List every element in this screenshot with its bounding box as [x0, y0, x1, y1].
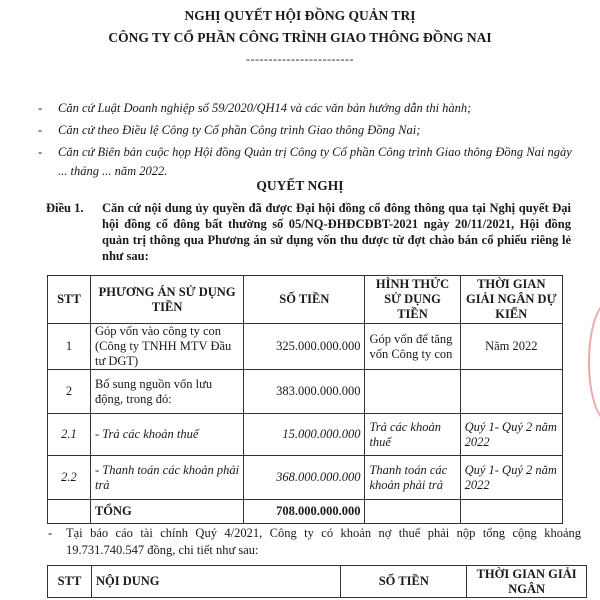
- header-plan: PHƯƠNG ÁN SỬ DỤNG TIỀN: [90, 276, 243, 324]
- total-label: TỔNG: [90, 500, 243, 524]
- bullet: -: [48, 526, 53, 540]
- header-amount: SỐ TIỀN: [244, 276, 365, 324]
- fund-usage-table: [47, 275, 563, 524]
- article-label: Điều 1.: [46, 201, 84, 215]
- total-row: [48, 500, 563, 524]
- total-form: [365, 500, 460, 524]
- total-stt: [48, 500, 91, 524]
- total-time: [460, 500, 562, 524]
- row-form: Góp vốn để tăng vốn Công ty con: [365, 324, 460, 370]
- row-plan: Bổ sung nguồn vốn lưu động, trong đó:: [90, 370, 243, 414]
- row-stt: 2.2: [48, 456, 91, 500]
- total-amount: 708.000.000.000: [244, 500, 365, 524]
- resolution-heading: QUYẾT NGHỊ: [256, 178, 344, 193]
- basis-item-1: - Căn cứ Luật Doanh nghiệp số 59/2020/QH14 và các văn bản hướng dẫn thi hành;: [38, 101, 472, 115]
- row-time: Quý 1- Quý 2 năm 2022: [460, 456, 562, 500]
- header-amount: SỐ TIỀN: [341, 566, 467, 598]
- company-name: CÔNG TY CỔ PHẦN CÔNG TRÌNH GIAO THÔNG ĐỒNG NAI: [108, 30, 492, 45]
- row-stt: 2: [48, 370, 91, 414]
- row-plan: - Thanh toán các khoản phải trả: [90, 456, 243, 500]
- row-amount: 325.000.000.000: [244, 324, 365, 370]
- header-form: HÌNH THỨC SỬ DỤNG TIỀN: [365, 276, 460, 324]
- row-plan: - Trả các khoản thuế: [90, 414, 243, 456]
- row-form: Trả các khoản thuế: [365, 414, 460, 456]
- row-time: Năm 2022: [460, 324, 562, 370]
- row-time: Quý 1- Quý 2 năm 2022: [460, 414, 562, 456]
- header-content: NỘI DUNG: [91, 566, 340, 598]
- table-row: [48, 370, 563, 414]
- title-separator: ------------------------: [246, 52, 354, 66]
- table-row: [48, 324, 563, 370]
- article-1: [46, 200, 571, 264]
- header-stt: STT: [48, 276, 91, 324]
- row-amount: 368.000.000.000: [244, 456, 365, 500]
- row-time: [460, 370, 562, 414]
- row-amount: 15.000.000.000: [244, 414, 365, 456]
- tax-debt-paragraph: [48, 525, 581, 559]
- article-text: Căn cứ nội dung ủy quyền đã được Đại hội đồng cổ đông thông qua tại Nghị quyết Đại hội đồng cổ đông bất thường số 05/NQ-ĐHĐCĐBT-2021 ngày 20/11/2021, Hội đồng quản trị thông qua Phương án sử dụng vốn thu được từ đợt chào bán cổ phiếu riêng lẻ như sau:: [102, 201, 571, 263]
- row-form: Thanh toán các khoản phải trả: [365, 456, 460, 500]
- basis-item-3: - Căn cứ Biên bản cuộc họp Hội đồng Quản trị Công ty Cổ phần Công trình Giao thông Đồng Nai ngày ... tháng ... năm 2022.: [38, 145, 572, 178]
- table-row: [48, 414, 563, 456]
- row-amount: 383.000.000.000: [244, 370, 365, 414]
- header-time: THỜI GIAN GIẢI NGÂN: [467, 566, 587, 598]
- paragraph-text: Tại báo cáo tài chính Quý 4/2021, Công ty có khoản nợ thuế phải nộp tổng cộng khoảng 19.731.740.547 đồng, chi tiết như sau:: [66, 526, 581, 557]
- document-title: NGHỊ QUYẾT HỘI ĐỒNG QUẢN TRỊ: [184, 8, 416, 23]
- header-stt: STT: [48, 566, 92, 598]
- company-seal: [588, 300, 600, 424]
- row-stt: 2.1: [48, 414, 91, 456]
- header-time: THỜI GIAN GIẢI NGÂN DỰ KIẾN: [460, 276, 562, 324]
- basis-item-2: - Căn cứ theo Điều lệ Công ty Cổ phần Công trình Giao thông Đồng Nai;: [38, 123, 421, 137]
- table-row: [48, 456, 563, 500]
- row-stt: 1: [48, 324, 91, 370]
- row-form: [365, 370, 460, 414]
- tax-detail-table: [47, 565, 587, 598]
- row-plan: Góp vốn vào công ty con (Công ty TNHH MTV Đầu tư DGT): [90, 324, 243, 370]
